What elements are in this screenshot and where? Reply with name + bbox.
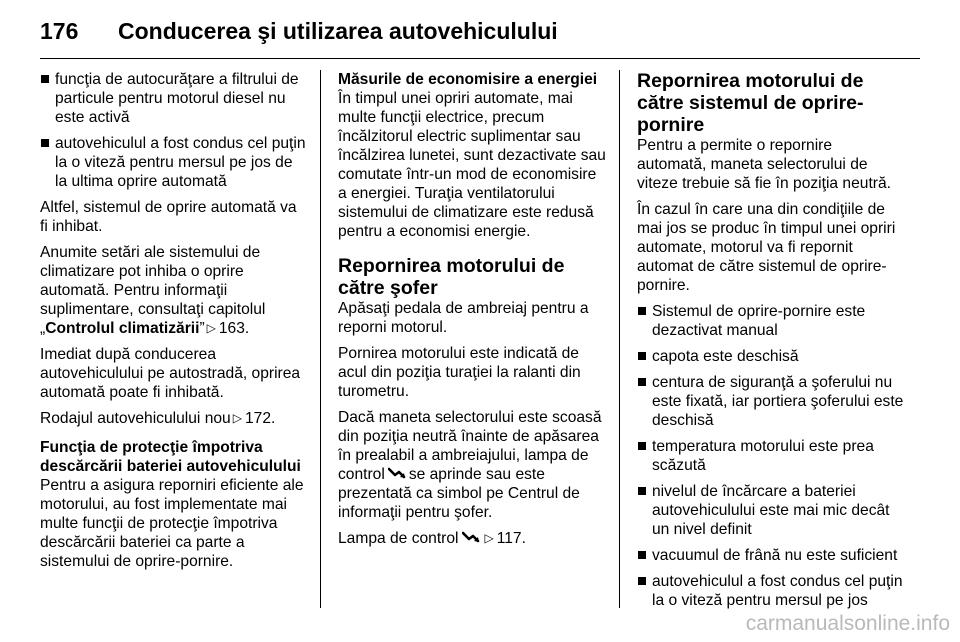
page-reference-arrow-icon: ▷ [232,411,242,425]
page-reference-link[interactable]: 163. [218,320,250,337]
paragraph: Dacă maneta selectorului este scoasă din poziţia neutră înainte de apăsarea în prealabil a ambreiajului, lampa de control se aprinde sau este prezentată ca simbol pe Centrul de informaţii pentru şofer. [338,409,602,521]
stop-start-lamp-icon [388,467,406,480]
section-heading: Repornirea motorului de către şofer [338,255,565,299]
column-divider [619,70,620,608]
paragraph: Apăsaţi pedala de ambreiaj pentru a reporni motorul. [338,300,589,336]
page-reference-arrow-icon: ▷ [484,531,494,545]
paragraph: Imediat după conducerea autovehiculului pe autostradă, oprirea automată poate fi inhibată. [40,346,301,401]
paragraph: Altfel, sistemul de oprire automată va fi inhibat. [40,199,297,235]
list-item: capota este deschisă [637,347,905,366]
header-rule [40,58,920,59]
paragraph: Lampa de control ▷ 117. [338,530,526,547]
watermark: carmanualsonline.info [745,612,950,635]
bullet-list [40,70,308,191]
column-right [637,70,905,617]
column-left [40,70,308,578]
subheading: Funcţia de protecţie împotriva descărcării bateriei autovehiculului [40,439,301,475]
list-item: temperatura motorului este prea scăzută [637,437,905,475]
list-item: autovehiculul a fost condus cel puţin la o viteză pentru mersul pe jos de la ultima oprire automată [40,134,308,191]
paragraph: Pentru a permite o repornire automată, maneta selectorului de viteze trebuie să fie în poziţia neutră. [637,137,891,192]
column-middle [338,70,606,555]
list-item: centura de siguranţă a şoferului nu este fixată, iar portiera şoferului este deschisă [637,373,905,430]
cross-reference-title[interactable]: Controlul climatizării [45,320,200,337]
page-header [40,14,920,54]
list-item: Sistemul de oprire-pornire este dezactivat manual [637,302,905,340]
page-reference-link[interactable]: 117. [496,530,526,547]
paragraph: Rodajul autovehiculului nou ▷ 172. [40,410,276,427]
paragraph: Pornirea motorului este indicată de acul din poziţia turaţiei la ralanti din turometru. [338,345,581,400]
list-item: funcţia de autocurăţare a filtrului de particule pentru motorul diesel nu este activă [40,70,308,127]
list-item: autovehiculul a fost condus cel puţin la o viteză pentru mersul pe jos [637,572,905,610]
paragraph: În cazul în care una din condiţiile de mai jos se produc în timpul unei opriri automate, motorul va fi repornit automat de către sistemul de oprire-pornire. [637,201,896,294]
list-item: nivelul de încărcare a bateriei autovehiculului este mai mic decât un nivel definit [637,482,905,539]
page-reference-link[interactable]: 172. [244,410,276,427]
page-title: Conducerea şi utilizarea autovehiculului [118,18,558,44]
bullet-list [637,302,905,610]
stop-start-lamp-icon [462,531,480,544]
paragraph: În timpul unei opriri automate, mai multe funcţii electrice, precum încălzitorul electric suplimentar sau încălzirea lunetei, sunt dezactivate sau comutate într-un mod de economisire a energiei. Turaţia ventilatorului sistemului de climatizare este redusă pentru a economisi energie. [338,90,606,240]
paragraph: Pentru a asigura reporniri eficiente ale motorului, au fost implementate mai multe funcţii de protecţie împotriva descărcării bateriei ca parte a sistemului de oprire-pornire. [40,477,304,570]
page-reference-arrow-icon: ▷ [206,321,216,335]
page-number: 176 [40,18,79,44]
list-item: vacuumul de frână nu este suficient [637,546,905,565]
subheading: Măsurile de economisire a energiei [338,71,598,88]
column-divider [320,70,321,608]
paragraph: Anumite setări ale sistemului de climatizare pot inhiba o oprire automată. Pentru informaţii suplimentare, consultaţi capitolul „Controlul climatizării” ▷ 163. [40,244,266,337]
section-heading: Repornirea motorului de către sistemul de oprire-pornire [637,70,864,136]
